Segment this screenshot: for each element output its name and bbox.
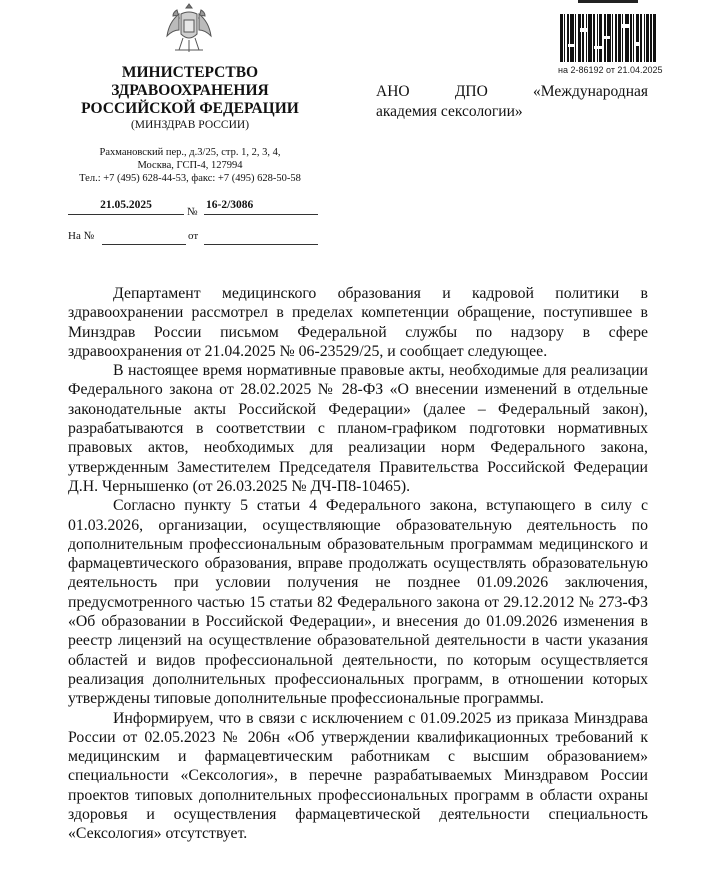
in-reply-number-line: [102, 230, 186, 245]
from-label: от: [188, 230, 199, 242]
contact-phones: Тел.: +7 (495) 628-44-53, факс: +7 (495) 628-50-58: [79, 173, 301, 184]
addressee-line-1: АНО ДПО «Международная: [376, 83, 648, 100]
ministry-name-line-3: РОССИЙСКОЙ ФЕДЕРАЦИИ: [81, 100, 299, 117]
addressee-block: [376, 82, 648, 122]
number-sign: №: [187, 206, 198, 218]
letter-body: [68, 284, 648, 844]
body-paragraph-4: Информируем, что в связи с исключением с 01.09.2025 из приказа Минздрава России от 02.05.2023 № 206н «Об утверждении квалификационных требований к медицинским и фармацевтическим работникам с высшим образованием» специальности «Сексология», в перечне разрабатываемых Минздравом России проектов типовых дополнительных профессиональных программ в области охраны здоровья и осуществления фармацевтической деятельности специальность «Сексология» отсутствует.: [68, 709, 648, 843]
ministry-short-name: (МИНЗДРАВ РОССИИ): [130, 119, 250, 131]
ministry-name-line-1: МИНИСТЕРСТВО: [121, 64, 259, 81]
barcode: [560, 14, 656, 62]
body-paragraph-3: Согласно пункту 5 статьи 4 Федерального закона, вступающего в силу с 01.03.2026, организации, осуществляющие образовательную деятельность по дополнительным профессиональным образовательным программам медицинского и фармацевтического образования, вправе продолжать осуществлять образовательную деятельность при условии получения не позднее 01.09.2026 заключения, предусмотренного частью 15 статьи 82 Федерального закона от 29.12.2012 № 273-ФЗ «Об образовании в Российской Федерации», и внесения до 01.09.2026 изменения в реестр лицензий на осуществление образовательной деятельности в части указания областей и видов профессиональной деятельности, по которым осуществляется реализация дополнительных профессиональных программ, в отношении которых утверждены типовые дополнительные профессиональные программы.: [68, 497, 648, 708]
top-mark: [578, 0, 638, 3]
state-emblem-icon: [163, 0, 215, 56]
body-paragraph-1: Департамент медицинского образования и кадровой политики в здравоохранении рассмотрел в пределах компетенции обращение, поступившее в Минздрав России письмом Федеральной службы по надзору в сфере здравоохранения от 21.04.2025 № 06-23529/25, и сообщает следующее.: [68, 285, 648, 360]
outgoing-date: 21.05.2025: [100, 199, 152, 211]
address-line-1: Рахмановский пер., д.3/25, стр. 1, 2, 3, 4,: [99, 147, 281, 158]
body-paragraph-2: В настоящее время нормативные правовые акты, необходимые для реализации Федерального закона от 28.02.2025 № 28-ФЗ «О внесении изменений в отдельные законодательные акты Российской Федерации» (далее – Федеральный закон), разрабатываются в соответствии с планом-графиком подготовки нормативных правовых актов, необходимых для реализации норм Федерального закона, утвержденным Заместителем Председателя Правительства Российской Федерации Д.Н. Чернышенко (от 26.03.2025 № ДЧ-П8-10465).: [68, 362, 648, 495]
addressee-line-2: академия сексологии»: [376, 103, 523, 120]
in-reply-label: На №: [68, 230, 95, 242]
registration-stamp: на 2-86192 от 21.04.2025: [558, 65, 663, 75]
outgoing-number: 16-2/3086: [206, 199, 254, 211]
address-line-2: Москва, ГСП-4, 127994: [137, 160, 243, 171]
in-reply-date-line: [204, 230, 318, 245]
ministry-name-line-2: ЗДРАВООХРАНЕНИЯ: [111, 82, 269, 99]
